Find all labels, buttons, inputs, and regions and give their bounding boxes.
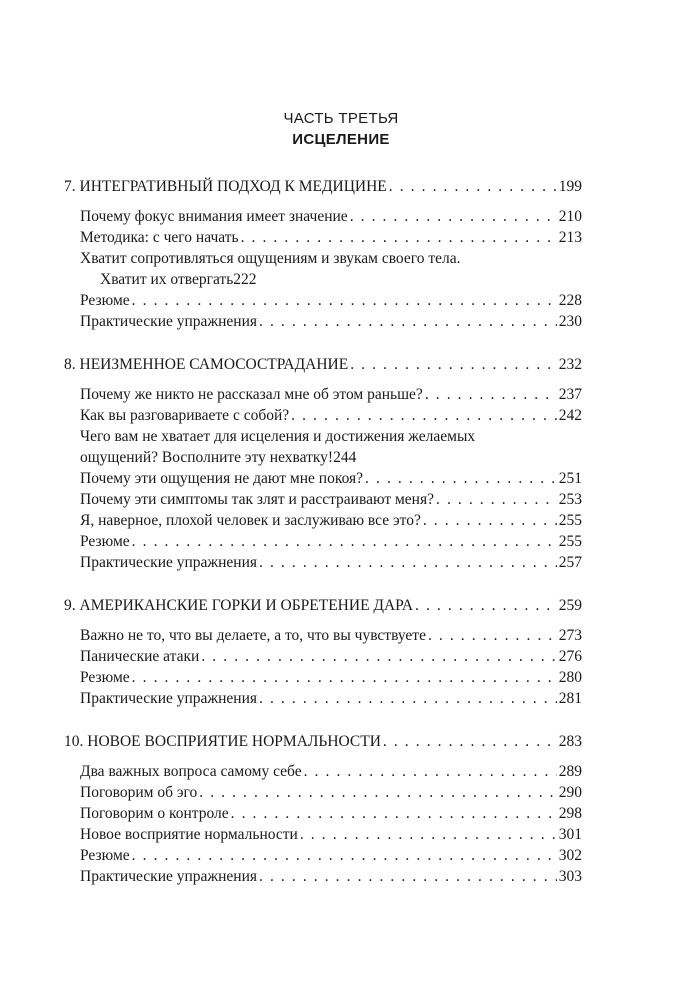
dot-leader <box>259 552 557 573</box>
chapter-title: 8. НЕИЗМЕННОЕ САМОСОСТРАДАНИЕ <box>64 356 349 373</box>
toc-entry[interactable] <box>80 468 582 489</box>
section-title-line-2: Хватит их отвергать <box>100 271 234 288</box>
section-title: Почему же никто не рассказал мне об этом раньше? <box>80 386 423 403</box>
dot-leader <box>132 845 557 866</box>
chapter-7 <box>64 176 582 332</box>
section-title: Практические упражнения <box>80 313 258 330</box>
toc-entry[interactable] <box>80 845 582 866</box>
section-title: Панические атаки <box>80 648 200 665</box>
toc-entry[interactable] <box>80 688 582 709</box>
section-title: Почему эти симптомы так злят и расстраивают меня? <box>80 491 434 508</box>
part-label: ЧАСТЬ ТРЕТЬЯ <box>283 110 399 127</box>
toc-entry[interactable] <box>80 803 582 824</box>
toc-entry-chapter-8[interactable] <box>64 354 582 375</box>
page-number: 255 <box>558 533 582 550</box>
dot-leader <box>241 227 557 248</box>
toc-entry[interactable] <box>80 646 582 667</box>
toc-entry-multiline[interactable] <box>80 248 582 290</box>
dot-leader <box>291 405 557 426</box>
dot-leader <box>259 688 557 709</box>
page-number: 273 <box>558 627 582 644</box>
page-number: 281 <box>558 690 582 707</box>
section-title: Важно не то, что вы делаете, а то, что вы чувствуете <box>80 627 426 644</box>
page-number: 251 <box>558 470 582 487</box>
section-title: Почему эти ощущения не дают мне покоя? <box>80 470 364 487</box>
chapter-9 <box>64 595 582 709</box>
toc-entry[interactable] <box>80 384 582 405</box>
page-number: 230 <box>558 313 582 330</box>
page-number: 303 <box>558 868 582 885</box>
page-number: 259 <box>558 597 582 614</box>
chapter-title: 9. АМЕРИКАНСКИЕ ГОРКИ И ОБРЕТЕНИЕ ДАРА <box>64 597 414 614</box>
section-title: Поговорим об эго <box>80 784 198 801</box>
dot-leader <box>132 667 557 688</box>
page-number: 210 <box>558 208 582 225</box>
section-title: Практические упражнения <box>80 554 258 571</box>
section-title: Два важных вопроса самому себе <box>80 763 302 780</box>
section-title: Новое восприятие нормальности <box>80 826 298 843</box>
section-title: Методика: с чего начать <box>80 229 239 246</box>
toc-entry-chapter-7[interactable] <box>64 176 582 197</box>
section-title: Резюме <box>80 292 130 309</box>
dot-leader <box>132 531 557 552</box>
toc-entry[interactable] <box>80 489 582 510</box>
dot-leader <box>300 824 557 845</box>
page-number: 302 <box>558 847 582 864</box>
page-number: 255 <box>558 512 582 529</box>
page-number: 222 <box>233 271 257 288</box>
section-title: Практические упражнения <box>80 690 258 707</box>
page-number: 253 <box>558 491 582 508</box>
section-title-line-1: Хватит сопротивляться ощущениям и звукам своего тела. <box>80 250 461 267</box>
section-title: Резюме <box>80 533 130 550</box>
page-number: 298 <box>558 805 582 822</box>
toc-entry[interactable] <box>80 552 582 573</box>
dot-leader <box>389 176 557 197</box>
toc-entry[interactable] <box>80 206 582 227</box>
page-number: 199 <box>558 178 582 195</box>
page-number: 290 <box>558 784 582 801</box>
toc-entry[interactable] <box>80 405 582 426</box>
dot-leader <box>383 731 557 752</box>
dot-leader <box>428 625 557 646</box>
page-number: 237 <box>558 386 582 403</box>
dot-leader <box>199 782 557 803</box>
section-title-line-2: ощущений? Восполните эту нехватку! <box>80 449 334 466</box>
toc-entry[interactable] <box>80 311 582 332</box>
page-number: 280 <box>558 669 582 686</box>
dot-leader <box>423 510 557 531</box>
dot-leader <box>259 311 557 332</box>
toc-entry[interactable] <box>80 782 582 803</box>
toc-entry[interactable] <box>80 866 582 887</box>
dot-leader <box>201 646 556 667</box>
toc-entry[interactable] <box>80 667 582 688</box>
chapter-title: 7. ИНТЕГРАТИВНЫЙ ПОДХОД К МЕДИЦИНЕ <box>64 178 387 195</box>
dot-leader <box>425 384 557 405</box>
toc-entry[interactable] <box>80 824 582 845</box>
toc-entry[interactable] <box>80 290 582 311</box>
page-number: 232 <box>558 356 582 373</box>
toc-entry[interactable] <box>80 761 582 782</box>
page-number: 244 <box>333 449 357 466</box>
dot-leader <box>132 290 557 311</box>
section-title: Резюме <box>80 847 130 864</box>
dot-leader <box>350 354 557 375</box>
chapter-8 <box>64 354 582 573</box>
page-number: 228 <box>558 292 582 309</box>
chapter-title: 10. НОВОЕ ВОСПРИЯТИЕ НОРМАЛЬНОСТИ <box>64 733 381 750</box>
dot-leader <box>365 468 557 489</box>
toc-entry[interactable] <box>80 510 582 531</box>
section-title: Как вы разговариваете с собой? <box>80 407 290 424</box>
section-title: Я, наверное, плохой человек и заслуживаю все это? <box>80 512 421 529</box>
section-title-line-1: Чего вам не хватает для исцеления и достижения желаемых <box>80 428 476 445</box>
toc-entry[interactable] <box>80 625 582 646</box>
dot-leader <box>231 803 557 824</box>
dot-leader <box>436 489 557 510</box>
page-number: 213 <box>558 229 582 246</box>
page-number: 242 <box>558 407 582 424</box>
toc-entry-multiline[interactable] <box>80 426 582 468</box>
dot-leader <box>415 595 557 616</box>
toc-entry[interactable] <box>80 531 582 552</box>
toc-entry-chapter-9[interactable] <box>64 595 582 616</box>
section-title: Почему фокус внимания имеет значение <box>80 208 348 225</box>
chapter-10 <box>64 731 582 887</box>
page-number: 301 <box>558 826 582 843</box>
table-of-contents <box>64 176 582 909</box>
section-title: Резюме <box>80 669 130 686</box>
toc-entry-chapter-10[interactable] <box>64 731 582 752</box>
section-title: Поговорим о контроле <box>80 805 229 822</box>
dot-leader <box>350 206 557 227</box>
toc-entry[interactable] <box>80 227 582 248</box>
page-number: 289 <box>558 763 582 780</box>
page-number: 257 <box>558 554 582 571</box>
dot-leader <box>304 761 557 782</box>
section-title: Практические упражнения <box>80 868 258 885</box>
part-title: ИСЦЕЛЕНИЕ <box>292 131 390 148</box>
page-number: 276 <box>558 648 582 665</box>
dot-leader <box>259 866 557 887</box>
page-number: 283 <box>558 733 582 750</box>
